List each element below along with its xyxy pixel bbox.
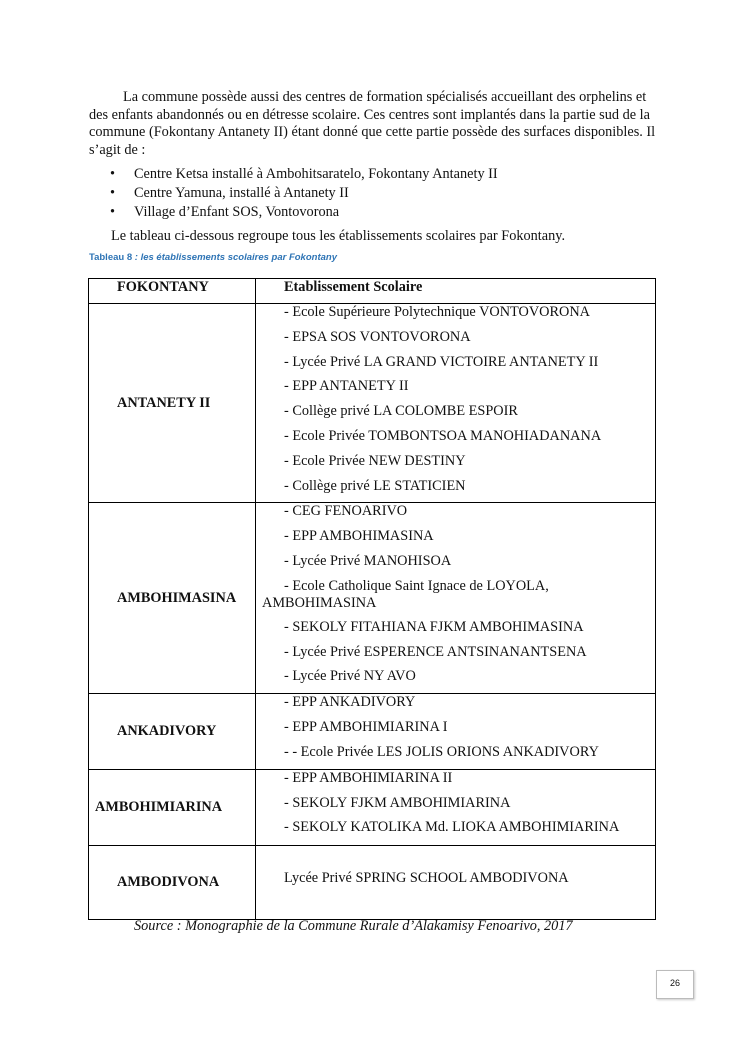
school-item: - Collège privé LE STATICIEN	[284, 477, 466, 494]
schools-cell	[256, 694, 656, 769]
school-item: - EPP AMBOHIMASINA	[284, 528, 434, 545]
caption-text: : les établissements scolaires par Fokontany	[132, 252, 337, 263]
source-text: Monographie de la Commune Rurale d’Alakamisy Fenoarivo, 2017	[185, 918, 573, 934]
school-item: - CEG FENOARIVO	[284, 503, 408, 520]
school-item: - Lycée Privé ESPERENCE ANTSINANANTSENA	[284, 643, 587, 660]
center-list	[110, 165, 498, 222]
table-row	[89, 304, 656, 503]
schools-cell	[256, 845, 656, 919]
fokontany-cell: ANTANETY II	[89, 304, 256, 503]
fokontany-cell: AMBODIVONA	[89, 845, 256, 919]
school-item: - Ecole Supérieure Polytechnique VONTOVORONA	[284, 304, 591, 320]
intro-paragraph: La commune possède aussi des centres de formation spécialisés accueillant des orphelins et des enfants abandonnés ou en détresse scolaire. Ces centres sont implantés dans la partie sud de la commune (Fokontany Antanety II) étant donné que cette partie possède des surfaces disponibles. Il s’agit de :	[89, 89, 656, 158]
list-item: • Centre Ketsa installé à Ambohitsaratelo, Fokontany Antanety II	[110, 165, 498, 184]
header-fokontany: FOKONTANY	[89, 279, 256, 304]
school-item: - EPSA SOS VONTOVORONA	[284, 328, 471, 345]
school-item: - SEKOLY FITAHIANA FJKM AMBOHIMASINA	[284, 618, 584, 635]
schools-cell	[256, 769, 656, 845]
header-etablissement: Etablissement Scolaire	[256, 279, 656, 304]
school-item: - - Ecole Privée LES JOLIS ORIONS ANKADIVORY	[284, 743, 599, 760]
fokontany-cell: ANKADIVORY	[89, 694, 256, 769]
table-row	[89, 503, 656, 694]
school-item: - EPP ANTANETY II	[284, 378, 409, 395]
fokontany-cell: AMBOHIMIARINA	[89, 769, 256, 845]
table-header-row	[89, 279, 656, 304]
school-item: - Lycée Privé LA GRAND VICTOIRE ANTANETY II	[284, 353, 599, 370]
schools-cell	[256, 304, 656, 503]
school-item: - EPP AMBOHIMIARINA I	[284, 718, 448, 735]
school-item: - EPP AMBOHIMIARINA II	[284, 769, 453, 786]
page-number: 26	[656, 970, 694, 999]
caption-label: Tableau 8	[89, 252, 133, 263]
school-item: - Collège privé LA COLOMBE ESPOIR	[284, 403, 518, 420]
school-item: - EPP ANKADIVORY	[284, 694, 416, 711]
schools-cell	[256, 503, 656, 694]
table-row	[89, 845, 656, 919]
school-item: - Ecole Privée TOMBONTSOA MANOHIADANANA	[284, 427, 602, 444]
fokontany-cell: AMBOHIMASINA	[89, 503, 256, 694]
source-note	[134, 918, 573, 935]
table-row	[89, 769, 656, 845]
summary-paragraph: Le tableau ci-dessous regroupe tous les établissements scolaires par Fokontany.	[111, 228, 566, 244]
schools-table	[88, 278, 656, 920]
school-item: - SEKOLY FJKM AMBOHIMIARINA	[284, 794, 511, 811]
list-item: • Village d’Enfant SOS, Vontovorona	[110, 203, 498, 222]
table-row	[89, 694, 656, 769]
school-item: - Ecole Catholique Saint Ignace de LOYOLA, AMBOHIMASINA	[262, 577, 549, 611]
source-prefix: Source :	[134, 918, 186, 934]
table-caption	[89, 252, 337, 263]
school-item: - Lycée Privé NY AVO	[284, 668, 416, 685]
school-item: - Ecole Privée NEW DESTINY	[284, 452, 466, 469]
school-item: Lycée Privé SPRING SCHOOL AMBODIVONA	[284, 869, 569, 886]
school-item: - SEKOLY KATOLIKA Md. LIOKA AMBOHIMIARINA	[284, 819, 620, 836]
school-item: - Lycée Privé MANOHISOA	[284, 552, 452, 569]
list-item: • Centre Yamuna, installé à Antanety II	[110, 184, 498, 203]
